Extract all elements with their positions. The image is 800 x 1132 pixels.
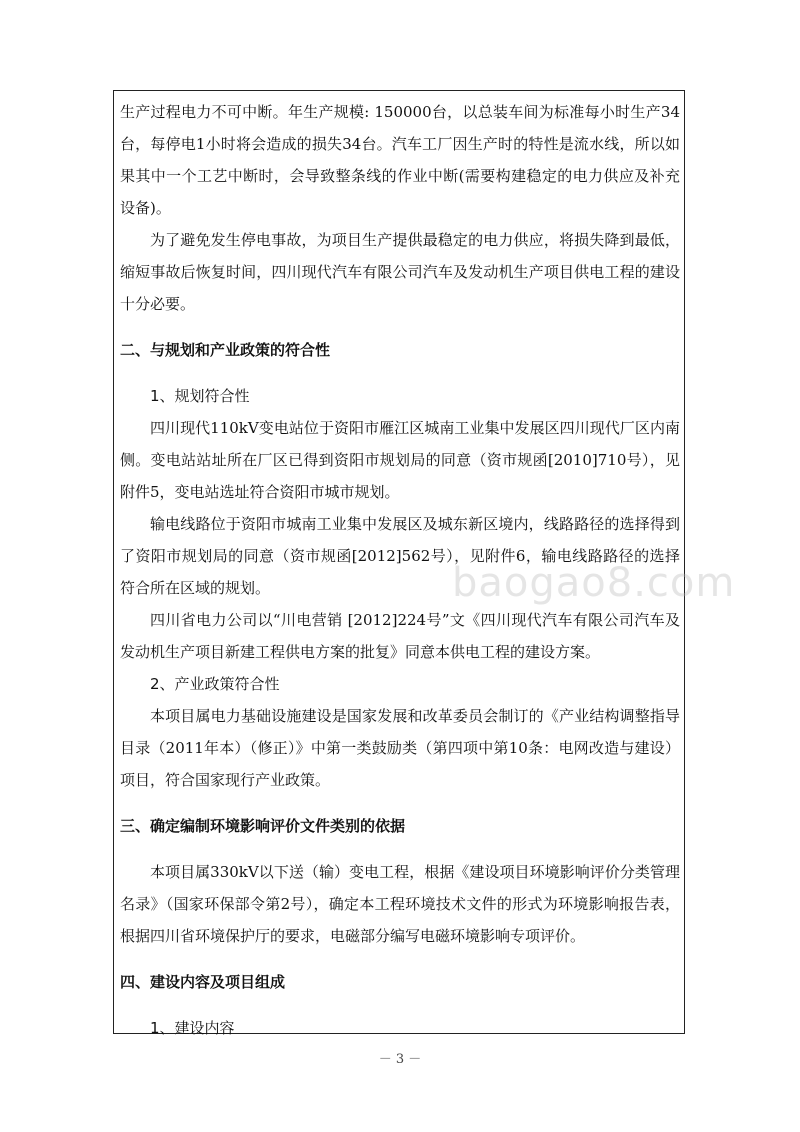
- paragraph: 为了避免发生停电事故，为项目生产提供最稳定的电力供应，将损失降到最低，缩短事故后恢复时间，四川现代汽车有限公司汽车及发动机生产项目供电工程的建设十分必要。: [120, 231, 680, 313]
- paragraph: 本项目属330kV以下送（输）变电工程，根据《建设项目环境影响评价分类管理名录》（国家环保部令第2号），确定本工程环境技术文件的形式为环境影响报告表，根据四川省环境保护厅的要求，电磁部分编写电磁环境影响专项评价。: [120, 863, 680, 945]
- section-heading: 二、与规划和产业政策的符合性: [120, 341, 331, 359]
- section-heading: 四、建设内容及项目组成: [120, 973, 286, 991]
- section-heading: 三、确定编制环境影响评价文件类别的依据: [120, 817, 406, 835]
- subsection-heading: 1、建设内容: [150, 1019, 235, 1037]
- paragraph: 四川省电力公司以“川电营销 [2012]224号”文《四川现代汽车有限公司汽车及发动机生产项目新建工程供电方案的批复》同意本供电工程的建设方案。: [120, 611, 680, 661]
- page-number: － 3 －: [378, 1052, 422, 1067]
- subsection-heading: 1、规划符合性: [150, 387, 250, 405]
- paragraph: 本项目属电力基础设施建设是国家发展和改革委员会制订的《产业结构调整指导目录（2011年本）（修正）》中第一类鼓励类（第四项中第10条：电网改造与建设）项目，符合国家现行产业政策。: [120, 707, 680, 789]
- paragraph: 四川现代110kV变电站位于资阳市雁江区城南工业集中发展区四川现代厂区内南侧。变电站站址所在厂区已得到资阳市规划局的同意（资市规函[2010]710号），见附件5，变电站选址符合资阳市城市规划。: [120, 419, 680, 501]
- paragraph: 输电线路位于资阳市城南工业集中发展区及城东新区境内，线路路径的选择得到了资阳市规划局的同意（资市规函[2012]562号），见附件6，输电线路路径的选择符合所在区域的规划。: [120, 515, 680, 597]
- subsection-heading: 2、产业政策符合性: [150, 675, 280, 693]
- watermark: baogao8.com: [452, 560, 736, 606]
- paragraph: 生产过程电力不可中断。年生产规模: 150000台，以总装车间为标准每小时生产34台，每停电1小时将会造成的损失34台。汽车工厂因生产时的特性是流水线，所以如果其中一个工艺中断时，会导致整条线的作业中断(需要构建稳定的电力供应及补充设备)。: [120, 103, 680, 217]
